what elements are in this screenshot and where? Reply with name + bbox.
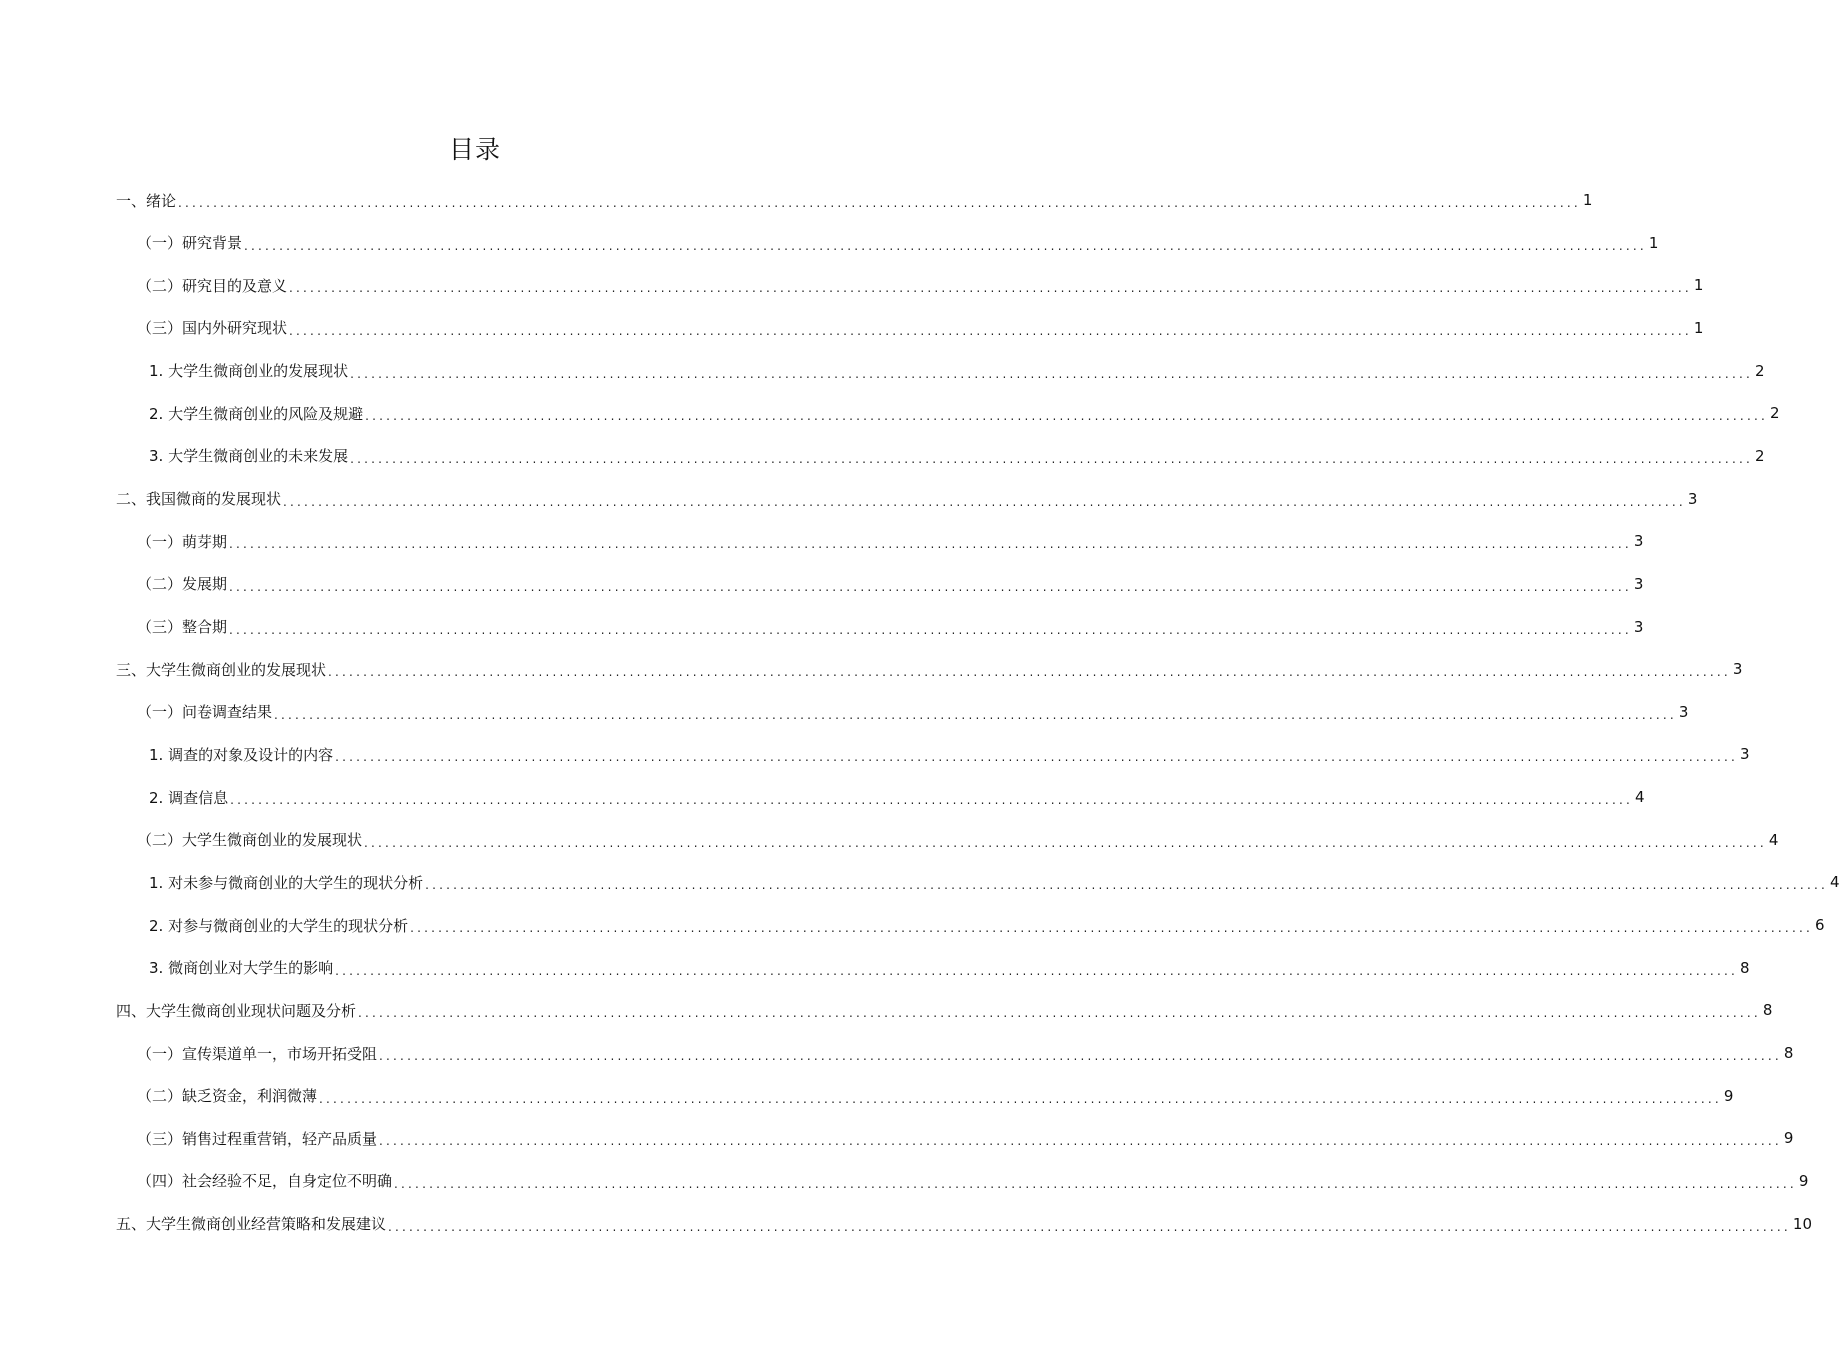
toc-entry-page-number: 8 — [1762, 1001, 1773, 1020]
toc-entry[interactable] — [137, 827, 1779, 853]
toc-entry-label: （一）萌芽期 — [137, 532, 228, 551]
toc-entry[interactable] — [137, 1040, 1794, 1066]
toc-entry[interactable] — [137, 1168, 1809, 1194]
toc-entry-page-number: 4 — [1768, 830, 1779, 849]
toc-dot-leader: ........................................................................................................................................................................................................ — [425, 878, 1828, 893]
toc-dot-leader: ........................................................................................................................................................................................................ — [230, 793, 1633, 808]
toc-entry[interactable] — [137, 571, 1644, 597]
toc-dot-leader: ........................................................................................................................................................................................................ — [358, 1006, 1761, 1021]
toc-dot-leader: ........................................................................................................................................................................................................ — [328, 665, 1731, 680]
toc-entry[interactable] — [137, 230, 1659, 256]
toc-dot-leader: ........................................................................................................................................................................................................ — [365, 409, 1768, 424]
toc-entry[interactable] — [137, 528, 1644, 554]
toc-dot-leader: ........................................................................................................................................................................................................ — [229, 622, 1632, 637]
toc-entry-label: 一、绪论 — [116, 191, 177, 210]
toc-entry-page-number: 1 — [1648, 233, 1659, 252]
toc-entry[interactable] — [149, 358, 1765, 384]
toc-entry[interactable] — [149, 741, 1750, 767]
toc-entry[interactable] — [116, 656, 1743, 682]
toc-entry-label: 3. 大学生微商创业的未来发展 — [149, 447, 349, 466]
toc-entry-label: 四、大学生微商创业现状问题及分析 — [116, 1001, 357, 1020]
toc-entry-page-number: 1 — [1693, 318, 1704, 337]
toc-entry-page-number: 6 — [1814, 916, 1825, 935]
toc-entry-page-number: 9 — [1723, 1086, 1734, 1105]
toc-entry-page-number: 3 — [1633, 617, 1644, 636]
toc-entry-label: 3. 微商创业对大学生的影响 — [149, 959, 334, 978]
toc-entry-label: （一）问卷调查结果 — [137, 703, 273, 722]
toc-entry[interactable] — [149, 869, 1840, 895]
toc-entry-page-number: 1 — [1582, 191, 1593, 209]
toc-dot-leader: ........................................................................................................................................................................................................ — [394, 1176, 1797, 1191]
toc-entry-label: （三）国内外研究现状 — [137, 319, 288, 338]
toc-dot-leader: ........................................................................................................................................................................................................ — [410, 921, 1813, 936]
toc-entry-label: （一）宣传渠道单一，市场开拓受阻 — [137, 1044, 378, 1063]
toc-dot-leader: ........................................................................................................................................................................................................ — [319, 1091, 1722, 1106]
toc-entry-label: （二）大学生微商创业的发展现状 — [137, 831, 363, 850]
toc-entry-page-number: 9 — [1798, 1171, 1809, 1190]
toc-entry-label: 1. 调查的对象及设计的内容 — [149, 745, 334, 764]
toc-entry[interactable] — [116, 1211, 1812, 1237]
toc-entry-page-number: 3 — [1687, 489, 1698, 508]
toc-dot-leader: ........................................................................................................................................................................................................ — [379, 1134, 1782, 1149]
toc-entry-label: （四）社会经验不足，自身定位不明确 — [137, 1172, 393, 1191]
toc-entry[interactable] — [149, 784, 1645, 810]
toc-entry[interactable] — [149, 400, 1780, 426]
toc-dot-leader: ........................................................................................................................................................................................................ — [335, 963, 1738, 978]
toc-entry[interactable] — [149, 955, 1750, 981]
toc-dot-leader: ........................................................................................................................................................................................................ — [244, 238, 1647, 253]
toc-entry[interactable] — [137, 315, 1704, 341]
toc-dot-leader: ........................................................................................................................................................................................................ — [289, 281, 1692, 296]
toc-entry[interactable] — [116, 997, 1773, 1023]
toc-entry-page-number: 4 — [1634, 788, 1645, 807]
toc-dot-leader: ........................................................................................................................................................................................................ — [274, 707, 1677, 722]
toc-dot-leader: ........................................................................................................................................................................................................ — [178, 196, 1581, 210]
toc-entry-page-number: 3 — [1678, 702, 1689, 721]
toc-dot-leader: ........................................................................................................................................................................................................ — [350, 451, 1753, 466]
toc-entry-page-number: 8 — [1739, 958, 1750, 977]
toc-entry-label: （三）整合期 — [137, 618, 228, 636]
toc-entry-page-number: 3 — [1633, 574, 1644, 593]
toc-entry-label: （二）缺乏资金，利润微薄 — [137, 1087, 318, 1106]
toc-dot-leader: ........................................................................................................................................................................................................ — [335, 750, 1738, 765]
toc-entry-page-number: 2 — [1769, 404, 1780, 423]
toc-entry-page-number: 1 — [1693, 276, 1704, 295]
toc-entry-page-number: 8 — [1783, 1044, 1794, 1062]
toc-entry[interactable] — [137, 614, 1644, 640]
toc-dot-leader: ........................................................................................................................................................................................................ — [229, 579, 1632, 594]
toc-entry-page-number: 2 — [1754, 446, 1765, 465]
toc-entry[interactable] — [137, 699, 1689, 725]
toc-entry-label: （二）研究目的及意义 — [137, 276, 288, 295]
toc-entry-label: 2. 大学生微商创业的风险及规避 — [149, 404, 364, 423]
toc-entry-page-number: 9 — [1783, 1129, 1794, 1148]
toc-dot-leader: ........................................................................................................................................................................................................ — [364, 835, 1767, 850]
toc-dot-leader: ........................................................................................................................................................................................................ — [379, 1049, 1782, 1063]
toc-entry[interactable] — [116, 187, 1593, 213]
toc-entry-page-number: 3 — [1739, 745, 1750, 764]
toc-entry-label: 2. 对参与微商创业的大学生的现状分析 — [149, 916, 409, 935]
toc-dot-leader: ........................................................................................................................................................................................................ — [388, 1219, 1791, 1234]
toc-entry[interactable] — [149, 443, 1765, 469]
toc-entry-label: 1. 大学生微商创业的发展现状 — [149, 362, 349, 381]
toc-entry-page-number: 4 — [1829, 873, 1840, 892]
toc-dot-leader: ........................................................................................................................................................................................................ — [350, 366, 1753, 381]
toc-entry-label: （二）发展期 — [137, 575, 228, 594]
toc-entry-label: 1. 对未参与微商创业的大学生的现状分析 — [149, 873, 424, 892]
toc-entry-label: 2. 调查信息 — [149, 788, 229, 807]
toc-entry-page-number: 10 — [1792, 1214, 1812, 1233]
toc-entry-page-number: 2 — [1754, 361, 1765, 380]
toc-entry[interactable] — [137, 1125, 1794, 1151]
toc-entry[interactable] — [149, 912, 1825, 938]
toc-entry-label: （三）销售过程重营销，轻产品质量 — [137, 1129, 378, 1148]
toc-dot-leader: ........................................................................................................................................................................................................ — [283, 494, 1686, 509]
toc-dot-leader: ........................................................................................................................................................................................................ — [289, 323, 1692, 338]
toc-entry-label: （一）研究背景 — [137, 234, 243, 253]
toc-entry-label: 五、大学生微商创业经营策略和发展建议 — [116, 1215, 387, 1234]
page-title: 目录 — [448, 135, 501, 164]
toc-entry-page-number: 3 — [1633, 532, 1644, 551]
toc-entry[interactable] — [137, 272, 1704, 298]
toc-entry[interactable] — [137, 1083, 1734, 1109]
toc-entry[interactable] — [116, 486, 1698, 512]
toc-dot-leader: ........................................................................................................................................................................................................ — [229, 537, 1632, 552]
toc-entry-page-number: 3 — [1732, 660, 1743, 679]
toc-entry-label: 三、大学生微商创业的发展现状 — [116, 660, 327, 679]
toc-entry-label: 二、我国微商的发展现状 — [116, 490, 282, 509]
